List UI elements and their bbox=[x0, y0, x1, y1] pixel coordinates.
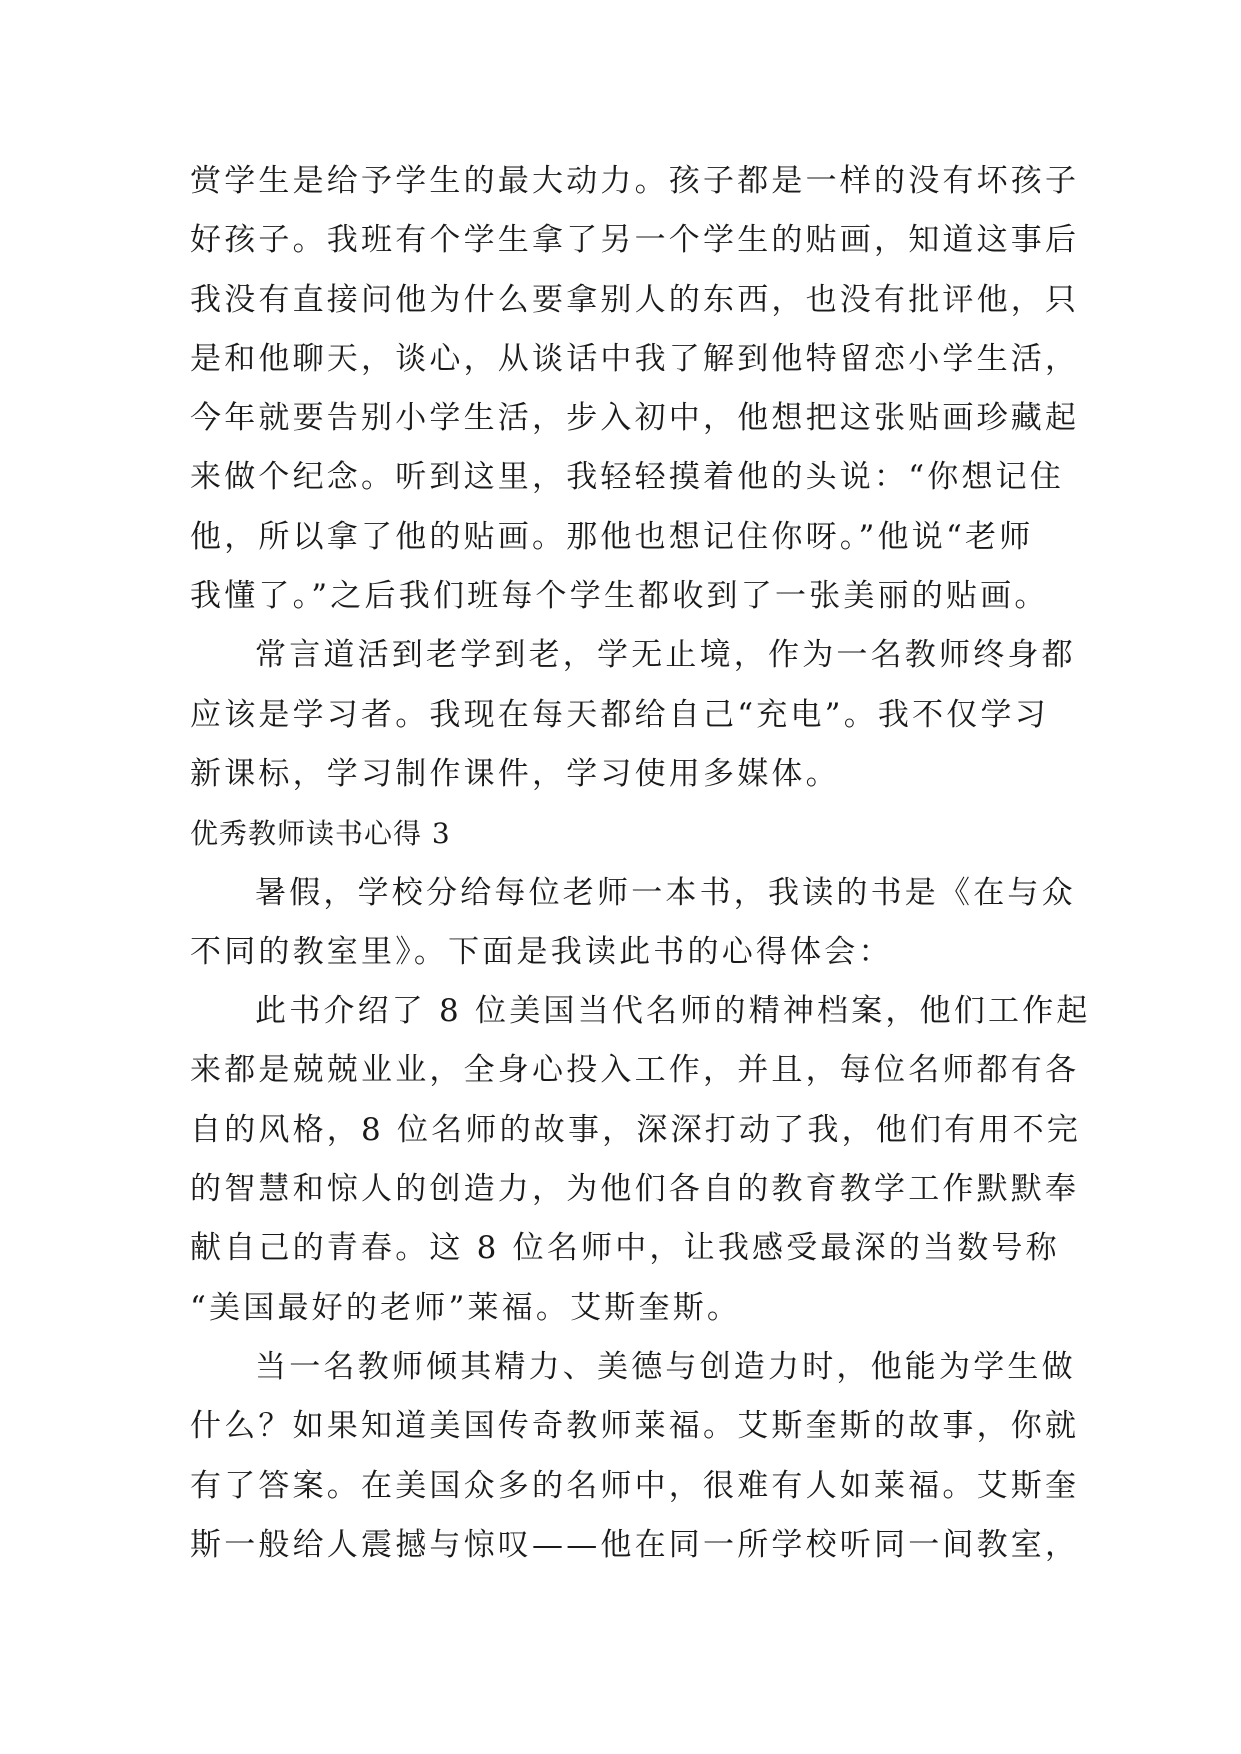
text-line: 此书介绍了 8 位美国当代名师的精神档案，他们工作起 bbox=[255, 993, 1091, 1030]
text-line: 赏学生是给予学生的最大动力。孩子都是一样的没有坏孩子 bbox=[190, 163, 1080, 199]
text-line: 当一名教师倾其精力、美德与创造力时，他能为学生做 bbox=[255, 1348, 1076, 1385]
text-line: 常言道活到老学到老，学无止境，作为一名教师终身都 bbox=[255, 637, 1076, 674]
text-line: 什么？如果知道美国传奇教师莱福。艾斯奎斯的故事，你就 bbox=[190, 1408, 1080, 1445]
document-body bbox=[190, 152, 1091, 1575]
text-line: 献自己的青春。这 8 位名师中，让我感受最深的当数号称 bbox=[190, 1230, 1060, 1267]
text-line: 我没有直接问他为什么要拿别人的东西，也没有批评他，只 bbox=[190, 281, 1080, 318]
text-line: 是和他聊天，谈心，从谈话中我了解到他特留恋小学生活， bbox=[190, 340, 1080, 377]
section-heading: 优秀教师读书心得 3 bbox=[190, 817, 451, 851]
text-line: 来都是兢兢业业，全身心投入工作，并且，每位名师都有各 bbox=[190, 1052, 1080, 1089]
text-line: 我懂了。”之后我们班每个学生都收到了一张美丽的贴画。 bbox=[190, 578, 1049, 615]
text-line: 他，所以拿了他的贴画。那他也想记住你呀。”他说“老师 bbox=[190, 518, 1034, 555]
text-line: 有了答案。在美国众多的名师中，很难有人如莱福。艾斯奎 bbox=[190, 1467, 1080, 1504]
text-line: 斯一般给人震撼与惊叹——他在同一所学校听同一间教室， bbox=[190, 1526, 1080, 1563]
text-line: 今年就要告别小学生活，步入初中，他想把这张贴画珍藏起 bbox=[190, 400, 1080, 437]
text-line: 自的风格，8 位名师的故事，深深打动了我，他们有用不完 bbox=[190, 1111, 1081, 1148]
text-line: 新课标，学习制作课件，学习使用多媒体。 bbox=[190, 755, 840, 792]
text-line: 暑假，学校分给每位老师一本书，我读的书是《在与众 bbox=[255, 874, 1076, 911]
text-line: 来做个纪念。听到这里，我轻轻摸着他的头说：“你想记住 bbox=[190, 459, 1065, 496]
text-line: 好孩子。我班有个学生拿了另一个学生的贴画，知道这事后 bbox=[190, 222, 1080, 259]
text-line: 的智慧和惊人的创造力，为他们各自的教育教学工作默默奉 bbox=[190, 1171, 1080, 1208]
text-line: 应该是学习者。我现在每天都给自己“充电”。我不仅学习 bbox=[190, 696, 1049, 733]
text-line: “美国最好的老师”莱福。艾斯奎斯。 bbox=[190, 1289, 742, 1326]
text-line: 不同的教室里》。下面是我读此书的心得体会： bbox=[190, 933, 893, 970]
